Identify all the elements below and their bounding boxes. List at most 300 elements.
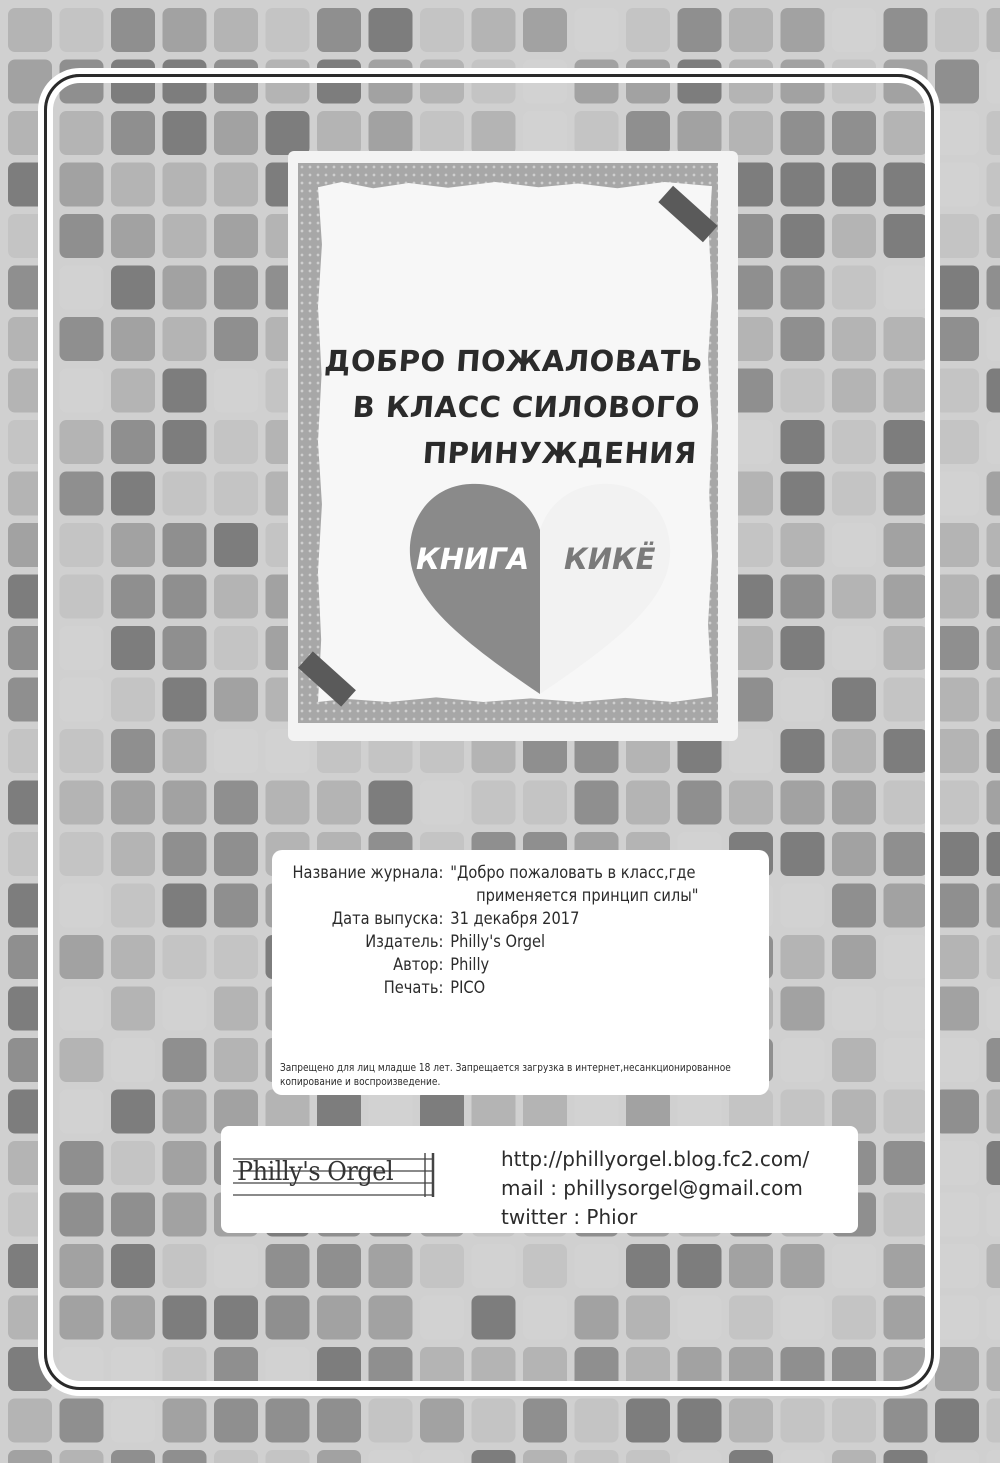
- mosaic-tile: [111, 1347, 155, 1391]
- mosaic-tile: [214, 987, 258, 1031]
- logo-text: Philly's Orgel: [237, 1157, 394, 1187]
- mosaic-tile: [884, 420, 928, 464]
- date-value: 31 декабря 2017: [450, 909, 580, 929]
- mosaic-tile: [987, 369, 1000, 413]
- mosaic-tile: [472, 1399, 516, 1443]
- mosaic-tile: [884, 884, 928, 928]
- mosaic-tile: [60, 729, 104, 773]
- mosaic-tile: [8, 317, 52, 361]
- mosaic-tile: [111, 1038, 155, 1082]
- mosaic-tile: [111, 987, 155, 1031]
- mosaic-tile: [832, 884, 876, 928]
- mosaic-tile: [832, 472, 876, 516]
- mosaic-tile: [8, 420, 52, 464]
- mosaic-tile: [163, 1244, 207, 1288]
- mosaic-tile: [678, 781, 722, 825]
- mosaic-tile: [317, 1450, 361, 1463]
- mosaic-tile: [626, 1244, 670, 1288]
- mosaic-tile: [884, 1296, 928, 1340]
- mosaic-tile: [317, 1347, 361, 1391]
- mosaic-tile: [935, 935, 979, 979]
- mosaic-tile: [214, 60, 258, 104]
- mosaic-tile: [575, 60, 619, 104]
- mosaic-tile: [214, 1038, 258, 1082]
- mosaic-tile: [575, 111, 619, 155]
- mosaic-tile: [832, 266, 876, 310]
- mosaic-tile: [60, 111, 104, 155]
- heart-right-label: КИКЁ: [564, 542, 656, 576]
- mosaic-tile: [8, 523, 52, 567]
- mosaic-tile: [523, 1296, 567, 1340]
- mosaic-tile: [60, 1193, 104, 1237]
- mosaic-tile: [214, 626, 258, 670]
- mosaic-tile: [832, 111, 876, 155]
- mosaic-tile: [935, 1090, 979, 1134]
- mosaic-tile: [935, 420, 979, 464]
- mosaic-tile: [935, 884, 979, 928]
- mosaic-tile: [163, 317, 207, 361]
- mosaic-tile: [575, 8, 619, 52]
- mosaic-tile: [60, 420, 104, 464]
- contact-info: [501, 1145, 809, 1232]
- mosaic-tile: [678, 111, 722, 155]
- cover-title-line-3: ПРИНУЖДЕНИЯ: [421, 436, 698, 470]
- website-link[interactable]: http://phillyorgel.blog.fc2.com/: [501, 1147, 810, 1171]
- mosaic-tile: [214, 420, 258, 464]
- mosaic-tile: [935, 1450, 979, 1463]
- mosaic-tile: [214, 678, 258, 722]
- mosaic-tile: [111, 1399, 155, 1443]
- mosaic-tile: [60, 60, 104, 104]
- mosaic-tile: [163, 884, 207, 928]
- cover-title-line-2: В КЛАСС СИЛОВОГО: [351, 390, 702, 424]
- mosaic-tile: [60, 472, 104, 516]
- mosaic-tile: [317, 1296, 361, 1340]
- mosaic-tile: [935, 60, 979, 104]
- mosaic-tile: [781, 8, 825, 52]
- mosaic-tile: [472, 8, 516, 52]
- mosaic-tile: [8, 832, 52, 876]
- mosaic-tile: [884, 781, 928, 825]
- mosaic-tile: [832, 626, 876, 670]
- mosaic-tile: [60, 884, 104, 928]
- mosaic-tile: [987, 1347, 1000, 1391]
- mosaic-tile: [781, 60, 825, 104]
- mosaic-tile: [60, 987, 104, 1031]
- journal-cont-label: [280, 885, 450, 908]
- mosaic-tile: [935, 626, 979, 670]
- mosaic-tile: [884, 214, 928, 258]
- mosaic-tile: [884, 163, 928, 207]
- mosaic-tile: [317, 8, 361, 52]
- mosaic-tile: [214, 266, 258, 310]
- twitter-handle[interactable]: twitter : Phior: [501, 1205, 638, 1229]
- mosaic-tile: [729, 1296, 773, 1340]
- colophon-row-journal: [280, 862, 696, 885]
- mosaic-tile: [884, 575, 928, 619]
- mosaic-tile: [266, 1244, 310, 1288]
- mosaic-tile: [832, 420, 876, 464]
- mosaic-tile: [214, 1399, 258, 1443]
- mosaic-tile: [626, 8, 670, 52]
- mosaic-tile: [678, 1399, 722, 1443]
- mosaic-tile: [214, 8, 258, 52]
- mosaic-tile: [935, 832, 979, 876]
- mosaic-tile: [111, 832, 155, 876]
- mosaic-tile: [369, 1399, 413, 1443]
- mosaic-tile: [781, 163, 825, 207]
- age-restriction-notice: Запрещено для лиц младше 18 лет. Запрещается загрузка в интернет,несанкционированное копирование и воспроизведение.: [280, 1062, 731, 1088]
- mosaic-tile: [781, 1296, 825, 1340]
- mosaic-tile: [8, 1244, 52, 1288]
- mosaic-tile: [60, 626, 104, 670]
- mosaic-tile: [678, 1296, 722, 1340]
- mosaic-tile: [472, 60, 516, 104]
- mosaic-tile: [575, 781, 619, 825]
- mosaic-tile: [420, 1244, 464, 1288]
- mosaic-tile: [60, 266, 104, 310]
- mosaic-tile: [214, 317, 258, 361]
- mosaic-tile: [266, 111, 310, 155]
- mosaic-tile: [781, 1347, 825, 1391]
- mosaic-tile: [729, 781, 773, 825]
- mosaic-tile: [832, 1450, 876, 1463]
- mosaic-tile: [729, 111, 773, 155]
- mosaic-tile: [832, 8, 876, 52]
- mosaic-tile: [8, 472, 52, 516]
- email-link[interactable]: mail : phillysorgel@gmail.com: [501, 1176, 803, 1200]
- mosaic-tile: [8, 1296, 52, 1340]
- mosaic-tile: [987, 266, 1000, 310]
- mosaic-tile: [214, 575, 258, 619]
- journal-value: "Добро пожаловать в класс,где: [450, 863, 696, 883]
- mosaic-tile: [111, 1141, 155, 1185]
- mosaic-tile: [781, 111, 825, 155]
- mosaic-tile: [60, 575, 104, 619]
- mosaic-tile: [935, 1038, 979, 1082]
- mosaic-tile: [8, 678, 52, 722]
- mosaic-tile: [163, 1090, 207, 1134]
- mosaic-tile: [60, 369, 104, 413]
- mosaic-tile: [832, 1347, 876, 1391]
- mosaic-tile: [266, 1399, 310, 1443]
- publisher-logo: [233, 1149, 438, 1199]
- mosaic-tile: [214, 1296, 258, 1340]
- mosaic-tile: [987, 163, 1000, 207]
- mosaic-tile: [935, 523, 979, 567]
- mosaic-tile: [935, 1347, 979, 1391]
- mosaic-tile: [214, 1347, 258, 1391]
- journal-value-cont: применяется принцип силы": [476, 886, 699, 906]
- journal-label: Название журнала:: [292, 863, 444, 883]
- mosaic-tile: [317, 111, 361, 155]
- mosaic-tile: [523, 60, 567, 104]
- mosaic-tile: [111, 575, 155, 619]
- mosaic-tile: [8, 987, 52, 1031]
- mosaic-tile: [626, 781, 670, 825]
- mosaic-tile: [472, 1296, 516, 1340]
- mosaic-tile: [369, 111, 413, 155]
- mosaic-tile: [884, 1038, 928, 1082]
- mosaic-tile: [60, 1347, 104, 1391]
- mosaic-tile: [111, 523, 155, 567]
- mosaic-tile: [420, 1347, 464, 1391]
- mosaic-tile: [935, 1296, 979, 1340]
- mosaic-tile: [987, 1399, 1000, 1443]
- mosaic-tile: [163, 266, 207, 310]
- mosaic-tile: [369, 60, 413, 104]
- mosaic-tile: [214, 884, 258, 928]
- mosaic-tile: [626, 111, 670, 155]
- mosaic-tile: [987, 1090, 1000, 1134]
- mosaic-tile: [987, 1296, 1000, 1340]
- mosaic-tile: [163, 1193, 207, 1237]
- publisher-label: Издатель:: [365, 932, 444, 952]
- mosaic-tile: [884, 729, 928, 773]
- mosaic-tile: [781, 369, 825, 413]
- mosaic-tile: [163, 575, 207, 619]
- colophon-row-print: [280, 977, 693, 1000]
- mosaic-tile: [678, 1244, 722, 1288]
- mosaic-tile: [987, 987, 1000, 1031]
- mosaic-tile: [781, 523, 825, 567]
- mosaic-tile: [832, 1244, 876, 1288]
- mosaic-tile: [884, 1399, 928, 1443]
- mosaic-tile: [8, 1399, 52, 1443]
- mosaic-tile: [935, 1141, 979, 1185]
- mosaic-tile: [832, 1038, 876, 1082]
- mosaic-tile: [678, 1347, 722, 1391]
- mosaic-tile: [111, 729, 155, 773]
- mosaic-tile: [163, 935, 207, 979]
- mosaic-tile: [111, 1296, 155, 1340]
- mosaic-tile: [163, 111, 207, 155]
- mosaic-tile: [884, 1347, 928, 1391]
- mosaic-tile: [575, 1450, 619, 1463]
- mosaic-tile: [884, 935, 928, 979]
- mosaic-tile: [8, 163, 52, 207]
- mosaic-tile: [832, 781, 876, 825]
- mosaic-tile: [214, 729, 258, 773]
- mosaic-tile: [420, 8, 464, 52]
- mosaic-tile: [575, 1244, 619, 1288]
- mosaic-tile: [987, 884, 1000, 928]
- mosaic-tile: [987, 729, 1000, 773]
- colophon-row-date: [280, 908, 693, 931]
- mosaic-tile: [987, 575, 1000, 619]
- mosaic-tile: [8, 1347, 52, 1391]
- mosaic-tile: [369, 1244, 413, 1288]
- heart-emblem: [400, 480, 680, 700]
- mosaic-tile: [626, 1399, 670, 1443]
- mosaic-tile: [8, 111, 52, 155]
- mosaic-tile: [781, 1038, 825, 1082]
- mosaic-tile: [832, 523, 876, 567]
- mosaic-tile: [935, 575, 979, 619]
- mosaic-tile: [60, 1038, 104, 1082]
- mosaic-tile: [884, 678, 928, 722]
- mosaic-tile: [111, 60, 155, 104]
- mosaic-tile: [523, 781, 567, 825]
- mosaic-tile: [626, 1296, 670, 1340]
- date-label: Дата выпуска:: [331, 909, 444, 929]
- mosaic-tile: [163, 1141, 207, 1185]
- mosaic-tile: [60, 1450, 104, 1463]
- mosaic-tile: [8, 60, 52, 104]
- mosaic-tile: [523, 111, 567, 155]
- mosaic-tile: [832, 575, 876, 619]
- mosaic-tile: [935, 163, 979, 207]
- mosaic-tile: [266, 8, 310, 52]
- mosaic-tile: [884, 1141, 928, 1185]
- mosaic-tile: [111, 472, 155, 516]
- mosaic-tile: [987, 214, 1000, 258]
- mosaic-tile: [266, 1296, 310, 1340]
- mosaic-tile: [884, 1193, 928, 1237]
- mosaic-tile: [884, 266, 928, 310]
- heart-left-label: КНИГА: [416, 542, 530, 576]
- mosaic-tile: [935, 678, 979, 722]
- mosaic-tile: [781, 678, 825, 722]
- mosaic-tile: [935, 781, 979, 825]
- mosaic-tile: [111, 1193, 155, 1237]
- mosaic-tile: [987, 1193, 1000, 1237]
- mosaic-tile: [832, 369, 876, 413]
- mosaic-tile: [575, 1347, 619, 1391]
- mosaic-tile: [214, 369, 258, 413]
- mosaic-tile: [8, 1193, 52, 1237]
- colophon-row-author: [280, 954, 693, 977]
- mosaic-tile: [266, 60, 310, 104]
- mosaic-tile: [60, 523, 104, 567]
- mosaic-tile: [987, 111, 1000, 155]
- cover-title: [315, 338, 705, 476]
- mosaic-tile: [163, 8, 207, 52]
- mosaic-tile: [884, 1450, 928, 1463]
- mosaic-tile: [832, 935, 876, 979]
- mosaic-tile: [832, 163, 876, 207]
- colophon-rows: [280, 862, 699, 1000]
- print-value: PICO: [450, 978, 486, 998]
- mosaic-tile: [832, 1399, 876, 1443]
- mosaic-tile: [884, 111, 928, 155]
- mosaic-tile: [781, 832, 825, 876]
- mosaic-tile: [781, 1450, 825, 1463]
- mosaic-tile: [987, 1141, 1000, 1185]
- mosaic-tile: [163, 626, 207, 670]
- mosaic-tile: [60, 935, 104, 979]
- mosaic-tile: [60, 1141, 104, 1185]
- mosaic-tile: [781, 935, 825, 979]
- mosaic-tile: [729, 1244, 773, 1288]
- mosaic-tile: [163, 1450, 207, 1463]
- mosaic-tile: [214, 163, 258, 207]
- mosaic-tile: [987, 317, 1000, 361]
- mosaic-tile: [111, 1090, 155, 1134]
- mosaic-tile: [111, 626, 155, 670]
- mosaic-tile: [111, 1450, 155, 1463]
- mosaic-tile: [523, 8, 567, 52]
- mosaic-tile: [935, 1193, 979, 1237]
- mosaic-tile: [111, 369, 155, 413]
- mosaic-tile: [781, 575, 825, 619]
- mosaic-tile: [111, 781, 155, 825]
- mosaic-tile: [678, 1450, 722, 1463]
- mosaic-tile: [781, 626, 825, 670]
- heart-left-half: [410, 484, 540, 694]
- mosaic-tile: [884, 987, 928, 1031]
- mosaic-tile: [420, 1296, 464, 1340]
- mosaic-tile: [781, 781, 825, 825]
- mosaic-tile: [266, 781, 310, 825]
- mosaic-tile: [60, 1244, 104, 1288]
- mosaic-tile: [987, 472, 1000, 516]
- mosaic-tile: [781, 266, 825, 310]
- author-label: Автор:: [393, 955, 444, 975]
- mosaic-tile: [111, 266, 155, 310]
- mosaic-tile: [781, 317, 825, 361]
- mosaic-tile: [729, 1347, 773, 1391]
- mosaic-tile: [884, 1244, 928, 1288]
- mosaic-tile: [987, 420, 1000, 464]
- mosaic-tile: [163, 1296, 207, 1340]
- mosaic-tile: [163, 1347, 207, 1391]
- mosaic-tile: [266, 1450, 310, 1463]
- mosaic-tile: [472, 1244, 516, 1288]
- mosaic-tile: [781, 472, 825, 516]
- mosaic-tile: [729, 1399, 773, 1443]
- mosaic-tile: [729, 1450, 773, 1463]
- mosaic-tile: [369, 1347, 413, 1391]
- mosaic-tile: [163, 729, 207, 773]
- mosaic-tile: [111, 111, 155, 155]
- mosaic-tile: [214, 781, 258, 825]
- mosaic-tile: [832, 1296, 876, 1340]
- publisher-value: Philly's Orgel: [450, 932, 546, 952]
- mosaic-tile: [420, 1399, 464, 1443]
- mosaic-tile: [935, 369, 979, 413]
- mosaic-tile: [60, 8, 104, 52]
- mosaic-tile: [60, 1399, 104, 1443]
- mosaic-tile: [163, 163, 207, 207]
- mosaic-tile: [987, 8, 1000, 52]
- mosaic-tile: [317, 60, 361, 104]
- mosaic-tile: [935, 266, 979, 310]
- mosaic-tile: [832, 60, 876, 104]
- mosaic-tile: [678, 8, 722, 52]
- mosaic-tile: [781, 987, 825, 1031]
- mosaic-tile: [781, 1399, 825, 1443]
- mosaic-tile: [163, 678, 207, 722]
- cover-title-line-1: ДОБРО ПОЖАЛОВАТЬ: [323, 344, 705, 378]
- mosaic-tile: [163, 832, 207, 876]
- mosaic-tile: [420, 1450, 464, 1463]
- mosaic-tile: [987, 832, 1000, 876]
- mosaic-tile: [935, 1399, 979, 1443]
- mosaic-tile: [832, 678, 876, 722]
- mosaic-tile: [523, 1450, 567, 1463]
- mosaic-tile: [781, 729, 825, 773]
- mosaic-tile: [8, 935, 52, 979]
- mosaic-tile: [420, 60, 464, 104]
- mosaic-tile: [987, 781, 1000, 825]
- mosaic-tile: [369, 1296, 413, 1340]
- mosaic-tile: [60, 781, 104, 825]
- mosaic-tile: [832, 832, 876, 876]
- mosaic-tile: [163, 987, 207, 1031]
- mosaic-tile: [214, 1450, 258, 1463]
- mosaic-tile: [832, 214, 876, 258]
